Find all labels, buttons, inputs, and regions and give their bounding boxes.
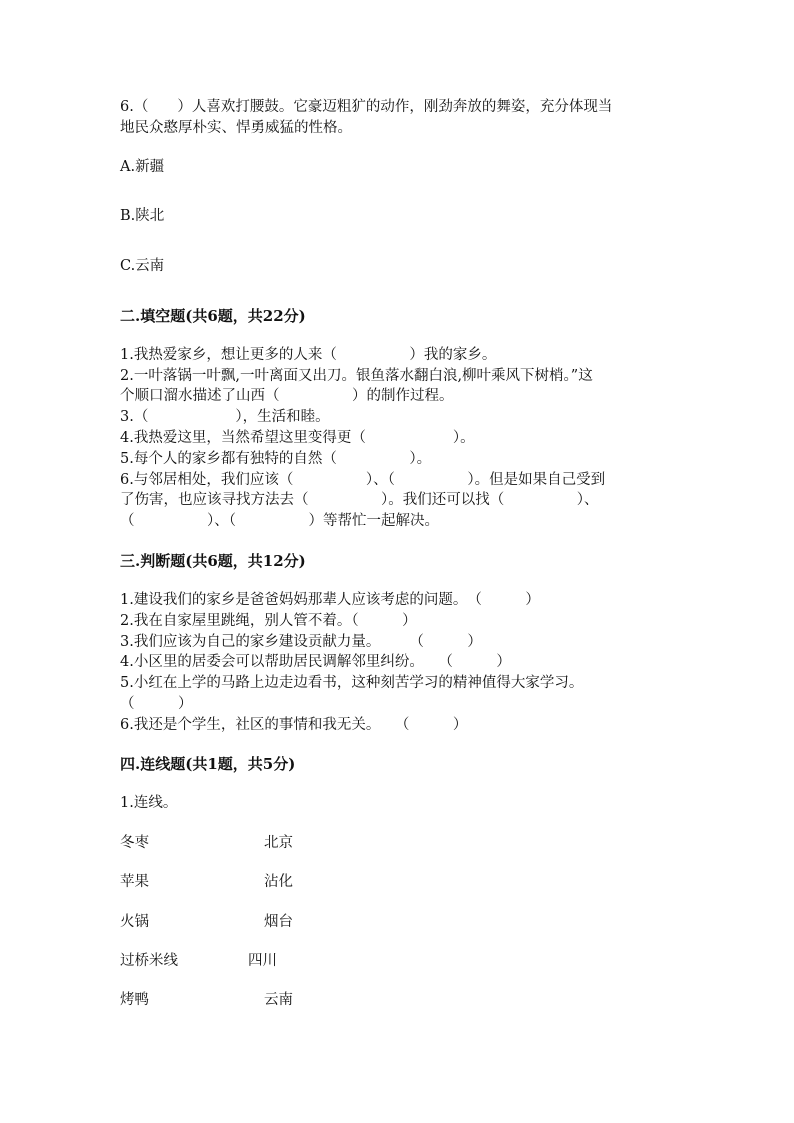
- fill-line-2: 2.一叶落锅一叶飘,一叶离面又出刀。银鱼落水翻白浪,柳叶乘风下树梢。”这: [120, 368, 593, 384]
- q6-option-c: C.云南: [120, 258, 165, 274]
- judge-line-4: 4.小区里的居委会可以帮助居民调解邻里纠纷。 （ ）: [120, 654, 511, 670]
- match-left-item: 冬枣: [120, 835, 149, 851]
- fill-line-7: 6.与邻居相处，我们应该（ ）、（ ）。但是如果自己受到: [120, 472, 606, 488]
- q6-text-line1: 6.（ ）人喜欢打腰鼓。它豪迈粗犷的动作，刚劲奔放的舞姿，充分体现当: [120, 99, 613, 115]
- fill-line-6: 5.每个人的家乡都有独特的自然（ ）。: [120, 451, 432, 467]
- judge-line-6: 6.我还是个学生，社区的事情和我无关。 （ ）: [120, 717, 468, 733]
- match-left-item: 过桥米线: [120, 953, 178, 969]
- match-left-item: 火锅: [120, 914, 149, 930]
- q6-option-b: B.陕北: [120, 208, 165, 224]
- fill-line-8: 了伤害，也应该寻找方法去（ ）。我们还可以找（ ）、: [120, 492, 599, 508]
- fill-line-3: 个顺口溜水描述了山西（ ）的制作过程。: [120, 388, 454, 404]
- fill-line-5: 4.我热爱这里，当然希望这里变得更（ ）。: [120, 430, 475, 446]
- match-left-item: 烤鸭: [120, 992, 149, 1008]
- match-right-item: 沾化: [264, 874, 293, 890]
- match-left-item: 苹果: [120, 874, 149, 890]
- match-right-item: 云南: [264, 992, 293, 1008]
- judge-line-1: 1.建设我们的家乡是爸爸妈妈那辈人应该考虑的问题。 （ ）: [120, 592, 540, 608]
- section2-heading: 二.填空题(共6题，共22分): [120, 307, 306, 325]
- judge-line-5: 5.小红在上学的马路上边走边看书，这种刻苦学习的精神值得大家学习。: [120, 675, 584, 691]
- match-right-item: 北京: [264, 835, 293, 851]
- judge-line-5-cont: （ ）: [120, 696, 193, 712]
- judge-line-3: 3.我们应该为自己的家乡建设贡献力量。 （ ）: [120, 634, 482, 650]
- match-right-item: 烟台: [264, 914, 293, 930]
- fill-line-4: 3.（ ），生活和睦。: [120, 409, 330, 425]
- section4-heading: 四.连线题(共1题，共5分): [120, 755, 296, 773]
- section3-heading: 三.判断题(共6题，共12分): [120, 552, 306, 570]
- q6-text-line2: 地民众憨厚朴实、悍勇威猛的性格。: [120, 120, 352, 136]
- match-question: 1.连线。: [120, 795, 178, 811]
- fill-line-9: （ ）、（ ）等帮忙一起解决。: [120, 513, 439, 529]
- fill-line-1: 1.我热爱家乡，想让更多的人来（ ）我的家乡。: [120, 347, 497, 363]
- judge-line-2: 2.我在自家屋里跳绳，别人管不着。（ ）: [120, 613, 417, 629]
- q6-option-a: A.新疆: [120, 159, 165, 175]
- match-right-item: 四川: [248, 953, 277, 969]
